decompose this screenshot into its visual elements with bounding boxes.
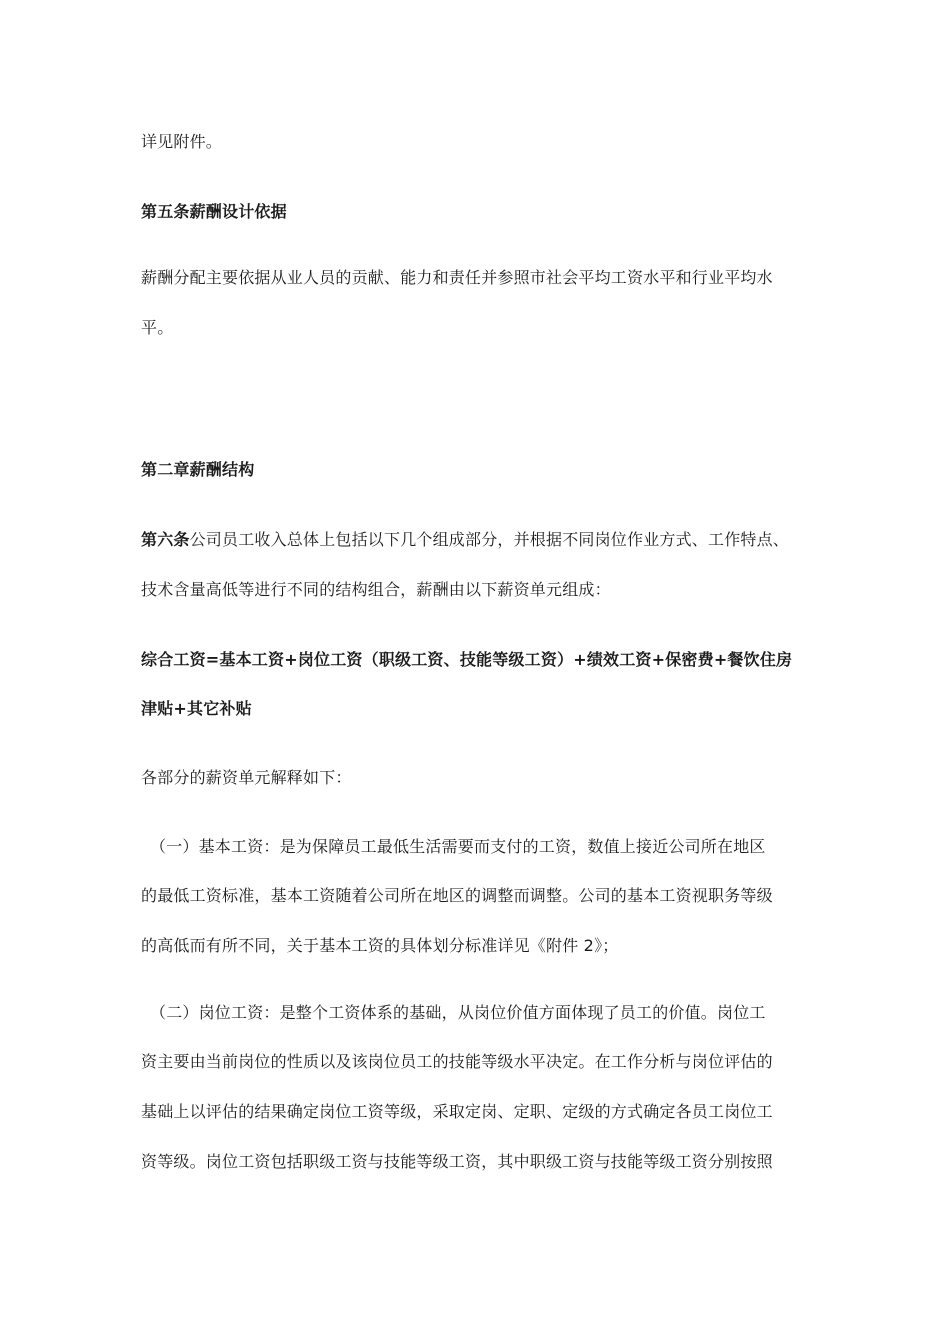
- paragraph-explain-intro: 各部分的薪资单元解释如下：: [141, 768, 352, 787]
- item-position-wage-line-1: （二）岗位工资：是整个工资体系的基础，从岗位价值方面体现了员工的价值。岗位工: [150, 1003, 766, 1022]
- item-basic-wage-line-1: （一）基本工资：是为保障员工最低生活需要而支付的工资，数值上接近公司所在地区: [150, 837, 766, 856]
- heading-chapter-2: 第二章薪酬结构: [141, 460, 255, 479]
- item-position-wage-line-3: 基础上以评估的结果确定岗位工资等级，采取定岗、定职、定级的方式确定各员工岗位工: [141, 1102, 773, 1121]
- article-6-label: 第六条: [141, 530, 190, 549]
- item-position-wage-line-4: 资等级。岗位工资包括职级工资与技能等级工资，其中职级工资与技能等级工资分别按照: [141, 1152, 773, 1171]
- item-basic-wage-line-3: 的高低而有所不同，关于基本工资的具体划分标准详见《附件 2》；: [141, 936, 619, 955]
- formula-line-1: 综合工资=基本工资+岗位工资（职级工资、技能等级工资）+绩效工资+保密费+餐饮住房: [141, 650, 793, 669]
- heading-article-5: 第五条薪酬设计依据: [141, 202, 287, 221]
- paragraph-compensation-basis-line-1: 薪酬分配主要依据从业人员的贡献、能力和责任并参照市社会平均工资水平和行业平均水: [141, 268, 773, 287]
- article-6-text: 公司员工收入总体上包括以下几个组成部分，并根据不同岗位作业方式、工作特点、: [189, 530, 790, 549]
- paragraph-article-6-line-1: [141, 529, 789, 551]
- paragraph-article-6-line-2: 技术含量高低等进行不同的结构组合，薪酬由以下薪资单元组成：: [141, 580, 611, 599]
- item-position-wage-line-2: 资主要由当前岗位的性质以及该岗位员工的技能等级水平决定。在工作分析与岗位评估的: [141, 1052, 773, 1071]
- formula-line-2: 津贴+其它补贴: [141, 699, 252, 718]
- paragraph-see-attachment: 详见附件。: [141, 132, 223, 151]
- item-basic-wage-line-2: 的最低工资标准，基本工资随着公司所在地区的调整而调整。公司的基本工资视职务等级: [141, 886, 773, 905]
- paragraph-compensation-basis-line-2: 平。: [141, 318, 174, 337]
